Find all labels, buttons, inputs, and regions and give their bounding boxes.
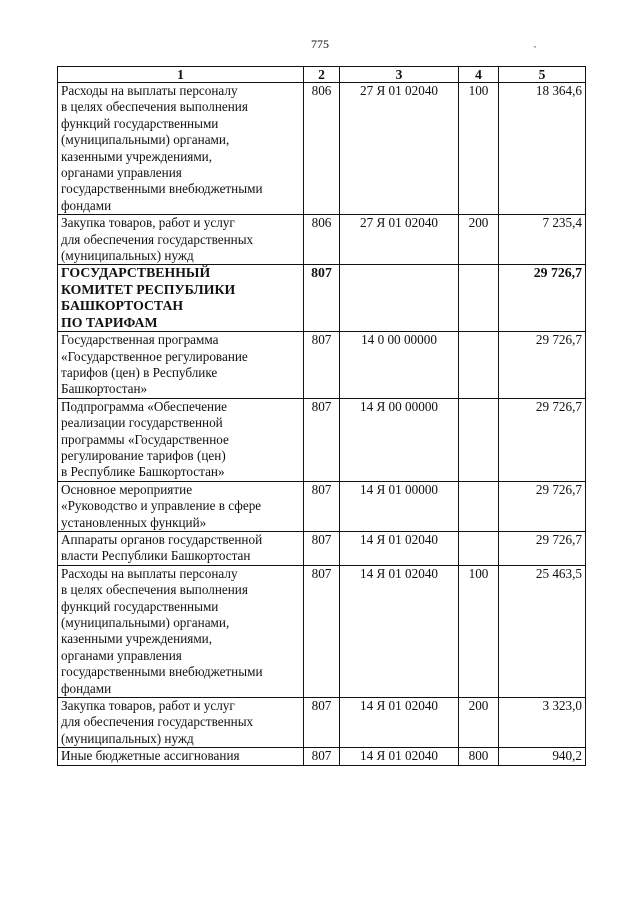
row-amount: 25 463,5	[499, 565, 586, 697]
row-ministry-code: 807	[304, 265, 340, 332]
row-amount: 29 726,7	[499, 332, 586, 399]
row-name: Подпрограмма «Обеспечение реализации государственной программы «Государственное регулирование тарифов (цен) в Республике Башкортостан»	[58, 398, 304, 481]
row-expense-type: 200	[459, 698, 499, 748]
row-expense-type	[459, 398, 499, 481]
row-ministry-code: 806	[304, 83, 340, 215]
table-row	[58, 565, 586, 697]
row-expense-type	[459, 332, 499, 399]
row-name: Закупка товаров, работ и услуг для обеспечения государственных (муниципальных) нужд	[58, 215, 304, 265]
row-name: Аппараты органов государственной власти Республики Башкортостан	[58, 531, 304, 565]
row-amount: 7 235,4	[499, 215, 586, 265]
row-name: Закупка товаров, работ и услуг для обеспечения государственных (муниципальных) нужд	[58, 698, 304, 748]
row-amount: 29 726,7	[499, 265, 586, 332]
table-row	[58, 698, 586, 748]
row-amount: 29 726,7	[499, 398, 586, 481]
header-col-2: 2	[304, 67, 340, 83]
row-name: Основное мероприятие «Руководство и управление в сфере установленных функций»	[58, 481, 304, 531]
row-target-code: 14 0 00 00000	[340, 332, 459, 399]
row-name: Расходы на выплаты персоналу в целях обеспечения выполнения функций государственными (муниципальными) органами, казенными учреждениями, органами управления государственными внебюджетными фондами	[58, 83, 304, 215]
row-expense-type: 100	[459, 565, 499, 697]
row-target-code: 14 Я 01 02040	[340, 565, 459, 697]
corner-mark: ,	[534, 40, 536, 49]
table-row	[58, 83, 586, 215]
row-target-code: 14 Я 00 00000	[340, 398, 459, 481]
row-ministry-code: 807	[304, 698, 340, 748]
row-ministry-code: 807	[304, 565, 340, 697]
row-target-code: 27 Я 01 02040	[340, 83, 459, 215]
header-col-4: 4	[459, 67, 499, 83]
row-name: Иные бюджетные ассигнования	[58, 748, 304, 765]
table-row	[58, 215, 586, 265]
row-expense-type	[459, 265, 499, 332]
row-ministry-code: 807	[304, 531, 340, 565]
page-number: 775	[311, 37, 329, 51]
row-amount: 18 364,6	[499, 83, 586, 215]
budget-table	[57, 66, 586, 766]
row-ministry-code: 807	[304, 398, 340, 481]
row-target-code: 27 Я 01 02040	[340, 215, 459, 265]
row-ministry-code: 807	[304, 748, 340, 765]
row-ministry-code: 807	[304, 332, 340, 399]
header-col-1: 1	[58, 67, 304, 83]
row-name: ГОСУДАРСТВЕННЫЙ КОМИТЕТ РЕСПУБЛИКИ БАШКОРТОСТАН ПО ТАРИФАМ	[58, 265, 304, 332]
row-target-code	[340, 265, 459, 332]
row-target-code: 14 Я 01 02040	[340, 698, 459, 748]
row-ministry-code: 807	[304, 481, 340, 531]
row-target-code: 14 Я 01 00000	[340, 481, 459, 531]
row-ministry-code: 806	[304, 215, 340, 265]
row-amount: 29 726,7	[499, 481, 586, 531]
header-col-3: 3	[340, 67, 459, 83]
table-row	[58, 332, 586, 399]
row-expense-type	[459, 531, 499, 565]
table-row	[58, 265, 586, 332]
table-row	[58, 748, 586, 765]
table-row	[58, 398, 586, 481]
row-expense-type: 800	[459, 748, 499, 765]
row-name: Расходы на выплаты персоналу в целях обеспечения выполнения функций государственными (муниципальными) органами, казенными учреждениями, органами управления государственными внебюджетными фондами	[58, 565, 304, 697]
header-col-5: 5	[499, 67, 586, 83]
row-expense-type: 100	[459, 83, 499, 215]
row-expense-type	[459, 481, 499, 531]
row-target-code: 14 Я 01 02040	[340, 531, 459, 565]
row-expense-type: 200	[459, 215, 499, 265]
row-name: Государственная программа «Государственное регулирование тарифов (цен) в Республике Башкортостан»	[58, 332, 304, 399]
table-row	[58, 481, 586, 531]
row-target-code: 14 Я 01 02040	[340, 748, 459, 765]
row-amount: 3 323,0	[499, 698, 586, 748]
row-amount: 940,2	[499, 748, 586, 765]
table-row	[58, 531, 586, 565]
row-amount: 29 726,7	[499, 531, 586, 565]
header-row	[58, 67, 586, 83]
